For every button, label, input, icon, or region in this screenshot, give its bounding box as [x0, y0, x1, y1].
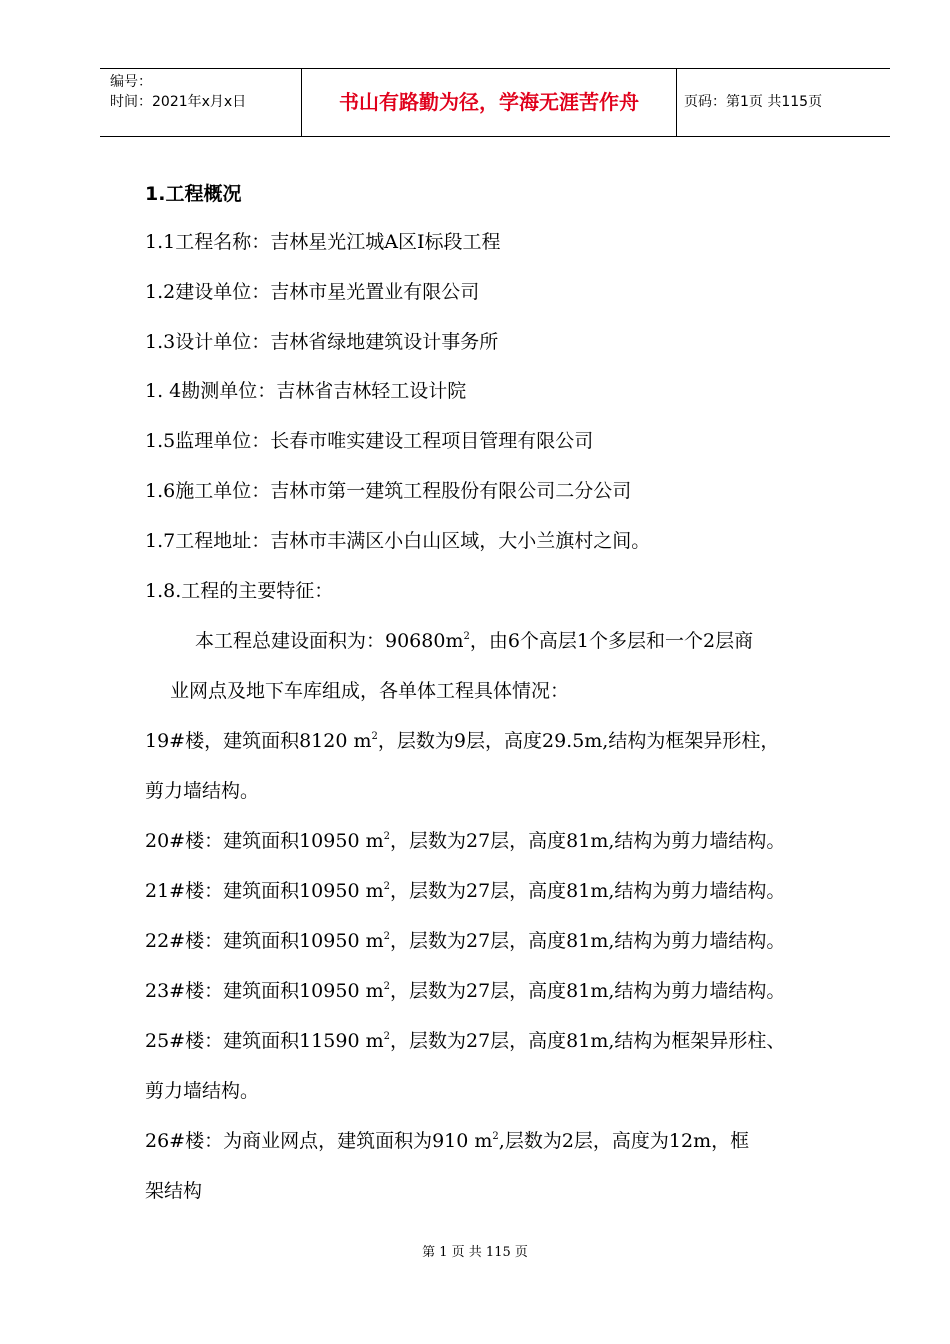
- header-meta: [110, 72, 246, 112]
- superscript: 2: [492, 1131, 499, 1142]
- intro-text: ，由6个高层1个多层和一个2层商: [469, 630, 754, 652]
- header-motto: 书山有路勤为径，学海无涯苦作舟: [339, 90, 639, 114]
- project-address: 1.7工程地址：吉林市丰满区小白山区域，大小兰旗村之间。: [145, 530, 651, 552]
- building-text: 19#楼，建筑面积8120 m: [145, 730, 372, 752]
- building-text: ，层数为27层，高度81m,结构为剪力墙结构。: [389, 880, 786, 902]
- building-22: [145, 928, 785, 954]
- building-text: 23#楼：建筑面积10950 m: [145, 980, 384, 1002]
- document-number-label: 编号：: [110, 74, 152, 90]
- superscript: 2: [371, 731, 378, 742]
- building-text: 21#楼：建筑面积10950 m: [145, 880, 384, 902]
- building-26-cont: 架结构: [145, 1180, 203, 1202]
- survey-unit: 1. 4勘测单位：吉林省吉林轻工设计院: [145, 380, 467, 402]
- construction-unit: 1.2建设单位：吉林市星光置业有限公司: [145, 281, 480, 303]
- contractor-unit: 1.6施工单位：吉林市第一建筑工程股份有限公司二分公司: [145, 480, 632, 502]
- superscript: 2: [383, 981, 390, 992]
- main-features-heading: 1.8.工程的主要特征：: [145, 580, 334, 602]
- building-23: [145, 978, 785, 1004]
- superscript: 2: [383, 931, 390, 942]
- building-text: ，层数为9层，高度29.5m,结构为框架异形柱，: [377, 730, 780, 752]
- intro-text: 本工程总建设面积为：90680m: [195, 630, 464, 652]
- building-text: ，层数为27层，高度81m,结构为剪力墙结构。: [389, 830, 786, 852]
- superscript: 2: [383, 1031, 390, 1042]
- building-25: [145, 1028, 785, 1054]
- building-text: 26#楼：为商业网点，建筑面积为910 m: [145, 1130, 493, 1152]
- building-text: ，层数为27层，高度81m,结构为剪力墙结构。: [389, 980, 786, 1002]
- page-footer: 第 1 页 共 115 页: [422, 1245, 528, 1260]
- building-text: ，层数为27层，高度81m,结构为框架异形柱、: [389, 1030, 786, 1052]
- building-21: [145, 878, 785, 904]
- building-25-cont: 剪力墙结构。: [145, 1080, 260, 1102]
- building-19: [145, 728, 779, 754]
- building-19-cont: 剪力墙结构。: [145, 780, 260, 802]
- superscript: 2: [463, 631, 470, 642]
- superscript: 2: [383, 831, 390, 842]
- building-26: [145, 1128, 749, 1154]
- header-divider: [676, 69, 677, 136]
- project-name: 1.1工程名称：吉林星光江城A区Ⅰ标段工程: [145, 231, 501, 253]
- header-page-number: 页码：第1页 共115页: [684, 94, 823, 110]
- building-text: ，层数为27层，高度81m,结构为剪力墙结构。: [389, 930, 786, 952]
- section-title: 1.工程概况: [145, 183, 242, 205]
- page-header: [100, 68, 890, 137]
- building-text: ,层数为2层，高度为12m，框: [498, 1130, 750, 1152]
- design-unit: 1.3设计单位：吉林省绿地建筑设计事务所: [145, 331, 499, 353]
- document-date: 时间：2021年x月x日: [110, 94, 247, 110]
- building-20: [145, 828, 785, 854]
- supervision-unit: 1.5监理单位：长春市唯实建设工程项目管理有限公司: [145, 430, 594, 452]
- intro-paragraph-cont: 业网点及地下车库组成，各单体工程具体情况：: [170, 680, 570, 702]
- building-text: 20#楼：建筑面积10950 m: [145, 830, 384, 852]
- building-text: 25#楼：建筑面积11590 m: [145, 1030, 384, 1052]
- building-text: 22#楼：建筑面积10950 m: [145, 930, 384, 952]
- intro-paragraph: [195, 628, 753, 654]
- superscript: 2: [383, 881, 390, 892]
